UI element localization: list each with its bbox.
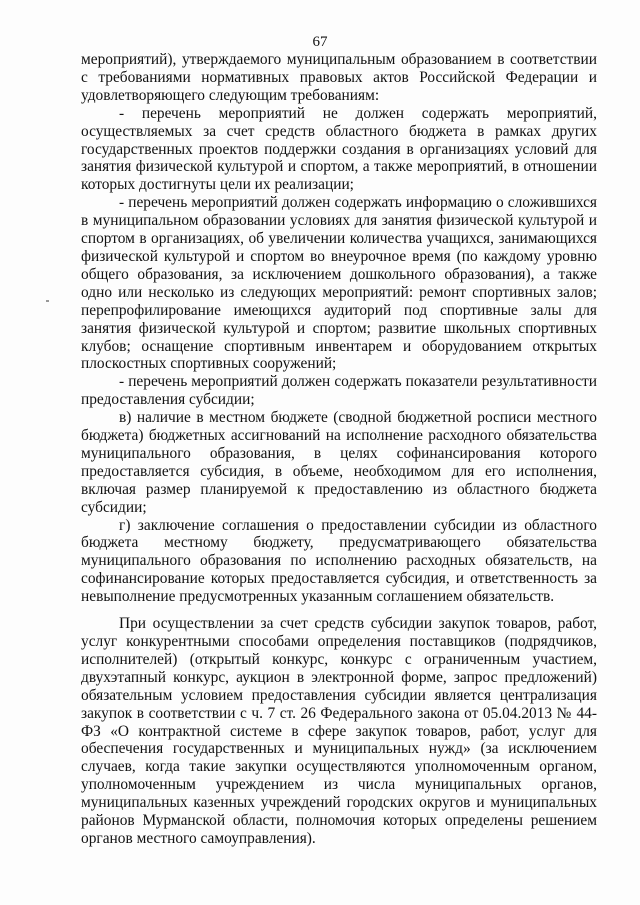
paragraph-item-v: в) наличие в местном бюджете (сводной бюджетной росписи местного бюджета) бюджетных ассигнований на исполнение расходного обязательства муниципального образования, в целях софинансирования которого предоставляется субсидия, в объеме, необходимом для его исполнения, включая размер планируемой к предоставлению из областного бюджета субсидии; <box>81 409 597 516</box>
paragraph-procurement: При осуществлении за счет средств субсидии закупок товаров, работ, услуг конкурентными способами определения поставщиков (подрядчиков, исполнителей) (открытый конкурс, конкурс с ограниченным участием, двухэтапный конкурс, аукцион в электронной форме, запрос предложений) обязательным условием предоставления субсидии является централизация закупок в соответствии с ч. 7 ст. 26 Федерального закона от 05.04.2013 № 44-ФЗ «О контрактной системе в сфере закупок товаров, работ, услуг для обеспечения государственных и муниципальных нужд» (за исключением случаев, когда такие закупки осуществляются уполномоченным органом, уполномоченным учреждением из числа муниципальных органов, муниципальных казенных учреждений городских округов и муниципальных районов Мурманской области, полномочия которых определены решением органов местного самоуправления). <box>81 615 597 847</box>
paragraph-item-g: г) заключение соглашения о предоставлении субсидии из областного бюджета местному бюджету, предусматривающего обязательства муниципального образования по исполнению расходных обязательств, на софинансирование которых предоставляется субсидия, и ответственность за невыполнение предусмотренных указанным соглашением обязательств. <box>81 516 597 606</box>
paragraph-requirement-2: - перечень мероприятий должен содержать информацию о сложившихся в муниципальном образовании условиях для занятия физической культурой и спортом в организациях, об увеличении количества учащихся, занимающихся физической культурой и спортом во внеурочное время (по каждому уровню общего образования, за исключением дошкольного образования), а также одно или несколько из следующих мероприятий: ремонт спортивных залов; перепрофилирование имеющихся аудиторий под спортивные залы для занятия физической культурой и спортом; развитие школьных спортивных клубов; оснащение спортивным инвентарем и оборудованием открытых плоскостных спортивных сооружений; <box>81 194 597 373</box>
paragraph-requirement-1: - перечень мероприятий не должен содержать мероприятий, осуществляемых за счет средств областного бюджета в рамках других государственных проектов поддержки создания в организациях условий для занятия физической культурой и спортом, а также мероприятий, в отношении которых достигнуты цели их реализации; <box>81 104 597 194</box>
paragraph-intro: мероприятий), утверждаемого муниципальным образованием в соответствии с требованиями нормативных правовых актов Российской Федерации и удовлетворяющего следующим требованиям: <box>81 51 597 104</box>
page-number: 67 <box>312 34 328 50</box>
body-text <box>81 51 597 848</box>
scan-artifact <box>46 300 49 302</box>
paragraph-requirement-3: - перечень мероприятий должен содержать показатели результативности предоставления субсидии; <box>81 373 597 409</box>
